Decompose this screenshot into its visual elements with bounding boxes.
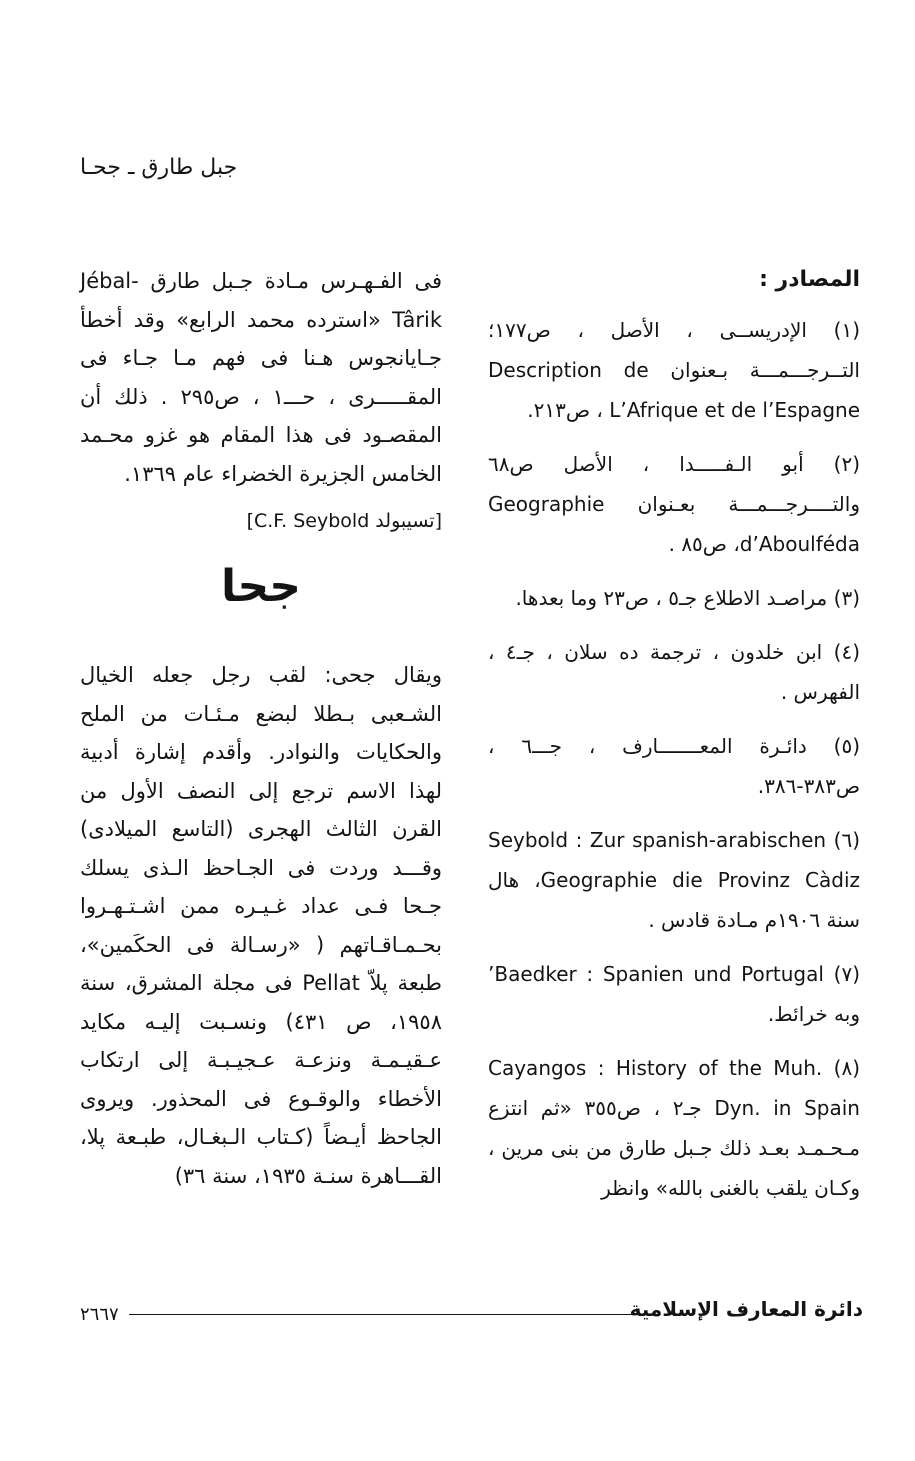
page-number: ٢٦٦٧ <box>80 1304 119 1325</box>
footer-rule <box>129 1314 634 1315</box>
source-item-7: (٧) Baedker : Spanien und Portugal’ وبه خرائط. <box>488 962 861 1026</box>
source-item-6: (٦) Seybold : Zur spanish-arabischen Geographie die Provinz Càdiz، هال سنة ١٩٠٦م مـادة قادس . <box>488 828 860 932</box>
source-item-1: (١) الإدريســى ، الأصل ، ص١٧٧؛ التــرجـــمـــة بـعنوان Description de L’Afrique et de l’Espagne ، ص٢١٣. <box>488 318 860 422</box>
footer-page-number <box>80 1304 634 1325</box>
source-item-8: (٨) Cayangos : History of the Muh. Dyn. in Spain جـ٢ ، ص٣٥٥ «ثم انتزع مـحـمـد بعـد ذلك جـبل طارق من بنى مرين ، وكـان يلقب بالغنى بالله» وانظر <box>488 1056 860 1200</box>
article-body: ويقال جحى: لقب رجل جعله الخيال الشـعبى بـطلا لبضع مـئـات من الملح والحكايات والنوادر. وأقدم إشارة أدبية لهذا الاسم ترجع إلى النصف الأول من القرن الثالث الهجرى (التاسع الميلادى) وقـــد وردت فى الجـاحظ الـذى يسلك جـحا فـى عداد غـيـره ممن اشـتـهـروا بحـمـاقـاتهم ( «رسـالة فى الحكَمين»، طبعة پلاّ Pellat فى مجلة المشرق، سنة ١٩٥٨، ص ٤٣١) ونسـبت إليـه مكايد عـقيـمـة ونزعـة عـجيـبـة إلى ارتكاب الأخطاء والوقـوع فى المحذور. ويروى الجاحظ أيـضاً (كـتاب الـبغـال، طبـعة پلا، القـــاهرة سنـة ١٩٣٥، سنة ٣٦) <box>80 663 442 1188</box>
sources-heading: المصادر : <box>759 267 860 292</box>
running-header: جبل طارق ـ جحـا <box>80 155 238 180</box>
footer-publication: دائرة المعارف الإسلامية <box>629 1297 863 1321</box>
source-item-2: (٢) أبو الـفـــــدا ، الأصل ص٦٨ والتــــرجـــمـــة بعـنوان Geographie d’Aboulféda، ص٨٥ . <box>488 452 860 556</box>
previous-article-ending: فى الفـهـرس مـادة جـبل طارق Jébal-Târik «استرده محمد الرابع» وقد أخطأ جـايانجوس هـنا فى فهم مـا جـاء فى المقـــــرى ، حـــ١ ، ص٢٩٥ . ذلك أن المقصـود فى هذا المقام هو غزو محـمد الخامس الجزيرة الخضراء عام ١٣٦٩. <box>80 269 442 486</box>
author-signature: [تسيبولد C.F. Seybold] <box>246 510 442 532</box>
article-column <box>80 262 442 1195</box>
source-item-3: (٣) مراصـد الاطلاع جـ٥ ، ص٢٣ وما بعدها. <box>515 586 860 610</box>
article-title: جحا <box>221 561 301 612</box>
source-item-5: (٥) دائـرة المعـــــــارف ، جـــ٦ ، ص٣٨٣-٣٨٦. <box>488 734 860 798</box>
source-item-4: (٤) ابن خلدون ، ترجمة ده سلان ، جـ٤ ، الفهرس . <box>488 640 861 704</box>
sources-column <box>488 262 860 1222</box>
